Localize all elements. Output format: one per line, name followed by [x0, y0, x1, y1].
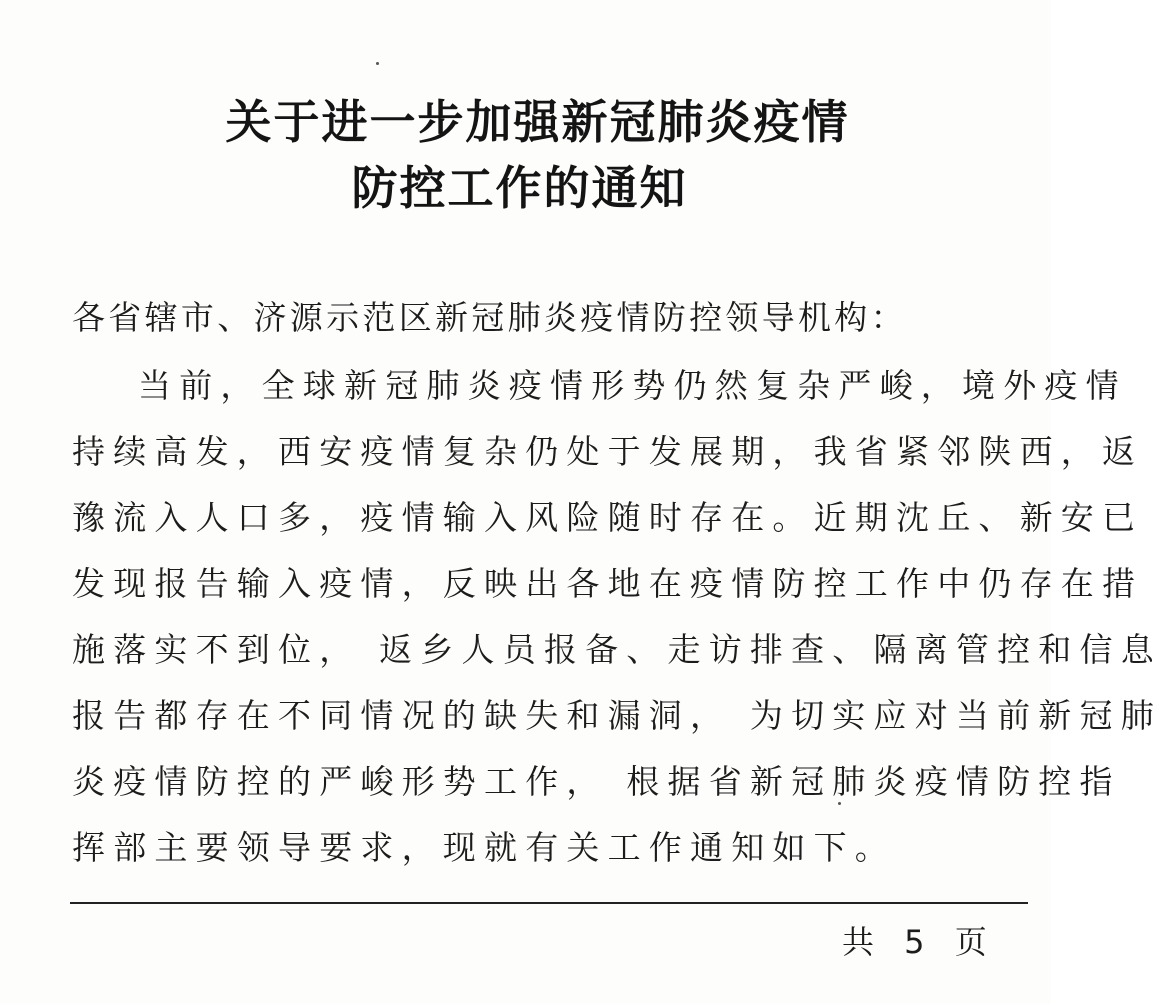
body-line: 当前，全球新冠肺炎疫情形势仍然复杂严峻，境外疫情 [138, 366, 1127, 405]
body-line: 施落实不到位， 返乡人员报备、走访排查、隔离管控和信息 [72, 630, 1162, 669]
page-count: 共 5 页 [842, 923, 997, 961]
document-title-line-1: 关于进一步加强新冠肺炎疫情 [225, 95, 850, 149]
body-line: 豫流入人口多，疫情输入风险随时存在。近期沈丘、新安已 [72, 498, 1144, 537]
body-line: 挥部主要领导要求，现就有关工作通知如下。 [72, 828, 896, 867]
body-line: 持续高发，西安疫情复杂仍处于发展期，我省紧邻陕西，返 [72, 432, 1144, 471]
scan-speck [838, 802, 841, 805]
scan-speck [376, 62, 379, 65]
salutation: 各省辖市、济源示范区新冠肺炎疫情防控领导机构： [72, 298, 907, 337]
body-line: 炎疫情防控的严峻形势工作， 根据省新冠肺炎疫情防控指 [72, 762, 1121, 801]
footer-divider [70, 902, 1028, 904]
document-title-line-2: 防控工作的通知 [351, 161, 688, 215]
body-line: 发现报告输入疫情，反映出各地在疫情防控工作中仍存在措 [72, 564, 1144, 603]
body-line: 报告都存在不同情况的缺失和漏洞， 为切实应对当前新冠肺 [72, 696, 1162, 735]
